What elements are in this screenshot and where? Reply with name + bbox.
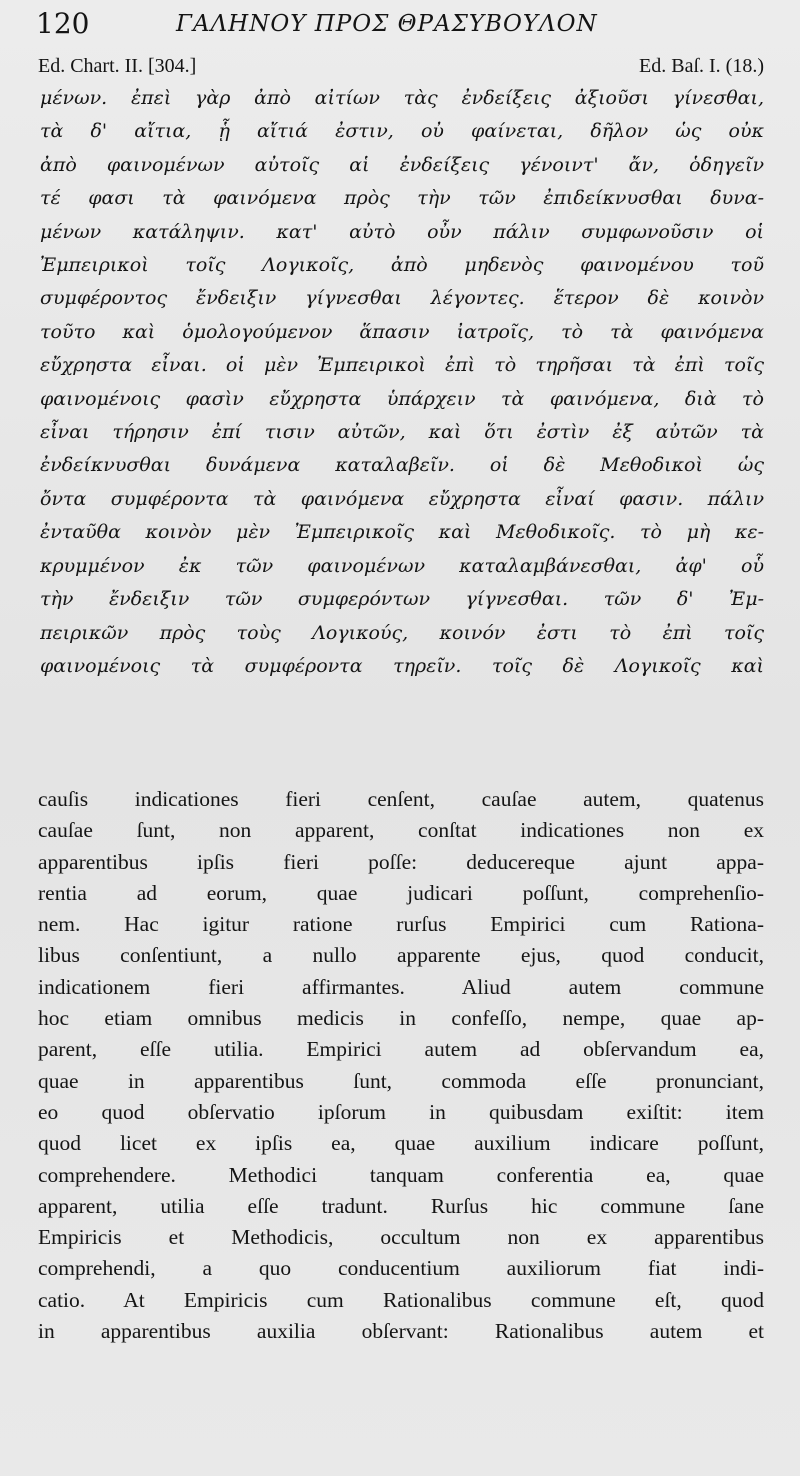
greek-line: μένων. ἐπεὶ γὰρ ἀπὸ αἰτίων τὰς ἐνδείξεις ἀξιοῦσι γίνεσθαι, — [40, 87, 764, 109]
latin-line: apparent, utilia eſſe tradunt. Rurſus hic commune ſane — [38, 1193, 764, 1218]
latin-line: catio. At Empiricis cum Rationalibus commune eſt, quod — [38, 1287, 764, 1312]
greek-line: συμφέροντος ἔνδειξιν γίγνεσθαι λέγοντες. ἕτερον δὲ κοινὸν — [40, 287, 764, 310]
edition-reference-line — [38, 50, 764, 82]
latin-line: hoc etiam omnibus medicis in confeſſo, nempe, quae ap- — [38, 1006, 764, 1031]
latin-line: libus conſentiunt, a nullo apparente ejus, quod conducit, — [38, 943, 764, 968]
greek-line: πειρικῶν πρὸς τοὺς Λογικούς, κοινόν ἐστι τὸ ἐπὶ τοῖς — [40, 621, 764, 644]
latin-line: apparentibus ipſis fieri poſſe: deducereque ajunt appa- — [38, 849, 764, 874]
latin-line: eo quod obſervatio ipſorum in quibusdam exiſtit: item — [38, 1099, 764, 1124]
greek-line: τοῦτο καὶ ὁμολογούμενον ἅπασιν ἰατροῖς, τὸ τὰ φαινόμενα — [40, 320, 764, 343]
latin-line: rentia ad eorum, quae judicari poſſunt, comprehenſio- — [38, 880, 764, 905]
greek-line: κρυμμένον ἐκ τῶν φαινομένων καταλαμβάνεσθαι, ἀφ' οὗ — [40, 554, 764, 577]
edition-chart-reference: Ed. Chart. II. [304.] — [38, 55, 197, 77]
greek-line: φαινομένοις φασὶν εὔχρηστα ὑπάρχειν τὰ φαινόμενα, διὰ τὸ — [40, 387, 764, 410]
greek-line: τὴν ἔνδειξιν τῶν συμφερόντων γίγνεσθαι. τῶν δ' Ἐμ- — [40, 588, 764, 611]
latin-line: comprehendere. Methodici tanquam conferentia ea, quae — [38, 1162, 764, 1187]
latin-line: quod licet ex ipſis ea, quae auxilium indicare poſſunt, — [38, 1131, 764, 1156]
greek-line: φαινομένοις τὰ συμφέροντα τηρεῖν. τοῖς δὲ Λογικοῖς καὶ — [40, 654, 764, 677]
page-number: 120 — [36, 7, 90, 40]
latin-line: Empiricis et Methodicis, occultum non ex apparentibus — [38, 1225, 764, 1250]
page-header — [36, 4, 766, 44]
latin-line: cauſis indicationes fieri cenſent, cauſae autem, quatenus — [38, 787, 764, 811]
latin-line: nem. Hac igitur ratione rurſus Empirici cum Rationa- — [38, 912, 764, 937]
greek-line: μένων κατάληψιν. κατ' αὐτὸ οὖν πάλιν συμφωνοῦσιν οἱ — [40, 220, 764, 243]
latin-line: indicationem fieri affirmantes. Aliud autem commune — [38, 974, 764, 999]
greek-line: τὰ δ' αἴτια, ᾗ αἴτιά ἐστιν, οὐ φαίνεται, δῆλον ὡς οὐκ — [40, 120, 764, 143]
greek-line: ὄντα συμφέροντα τὰ φαινόμενα εὔχρηστα εἶναί φασιν. πάλιν — [40, 487, 764, 510]
latin-line: in apparentibus auxilia obſervant: Rationalibus autem et — [38, 1319, 764, 1344]
greek-line: τέ φασι τὰ φαινόμενα πρὸς τὴν τῶν ἐπιδείκνυσθαι δυνα- — [40, 187, 764, 210]
running-title: ΓΑΛΗΝΟΥ ΠΡΟΣ ΘΡΑΣΥΒΟΥΛΟΝ — [176, 11, 598, 37]
latin-text-block — [38, 784, 764, 1347]
greek-text-block — [40, 82, 764, 683]
greek-line: ἐνδείκνυσθαι δυνάμενα καταλαβεῖν. οἱ δὲ Μεθοδικοὶ ὡς — [40, 454, 764, 477]
greek-line: ἐνταῦθα κοινὸν μὲν Ἐμπειρικοῖς καὶ Μεθοδικοῖς. τὸ μὴ κε- — [40, 521, 764, 544]
greek-line: εὔχρηστα εἶναι. οἱ μὲν Ἐμπειρικοὶ ἐπὶ τὸ τηρῆσαι τὰ ἐπὶ τοῖς — [40, 354, 764, 377]
greek-line: ἀπὸ φαινομένων αὐτοῖς αἱ ἐνδείξεις γένοιντ' ἄν, ὁδηγεῖν — [40, 153, 764, 176]
greek-line: Ἐμπειρικοὶ τοῖς Λογικοῖς, ἀπὸ μηδενὸς φαινομένου τοῦ — [40, 254, 764, 277]
latin-line: parent, eſſe utilia. Empirici autem ad obſervandum ea, — [38, 1037, 764, 1062]
latin-line: quae in apparentibus ſunt, commoda eſſe pronunciant, — [38, 1068, 764, 1093]
latin-line: comprehendi, a quo conducentium auxiliorum fiat indi- — [38, 1256, 764, 1281]
edition-basel-reference: Ed. Baſ. I. (18.) — [639, 55, 764, 77]
latin-line: cauſae ſunt, non apparent, conſtat indicationes non ex — [38, 818, 764, 843]
greek-line: εἶναι τήρησιν ἐπί τισιν αὐτῶν, καὶ ὅτι ἐστὶν ἐξ αὐτῶν τὰ — [40, 421, 764, 444]
